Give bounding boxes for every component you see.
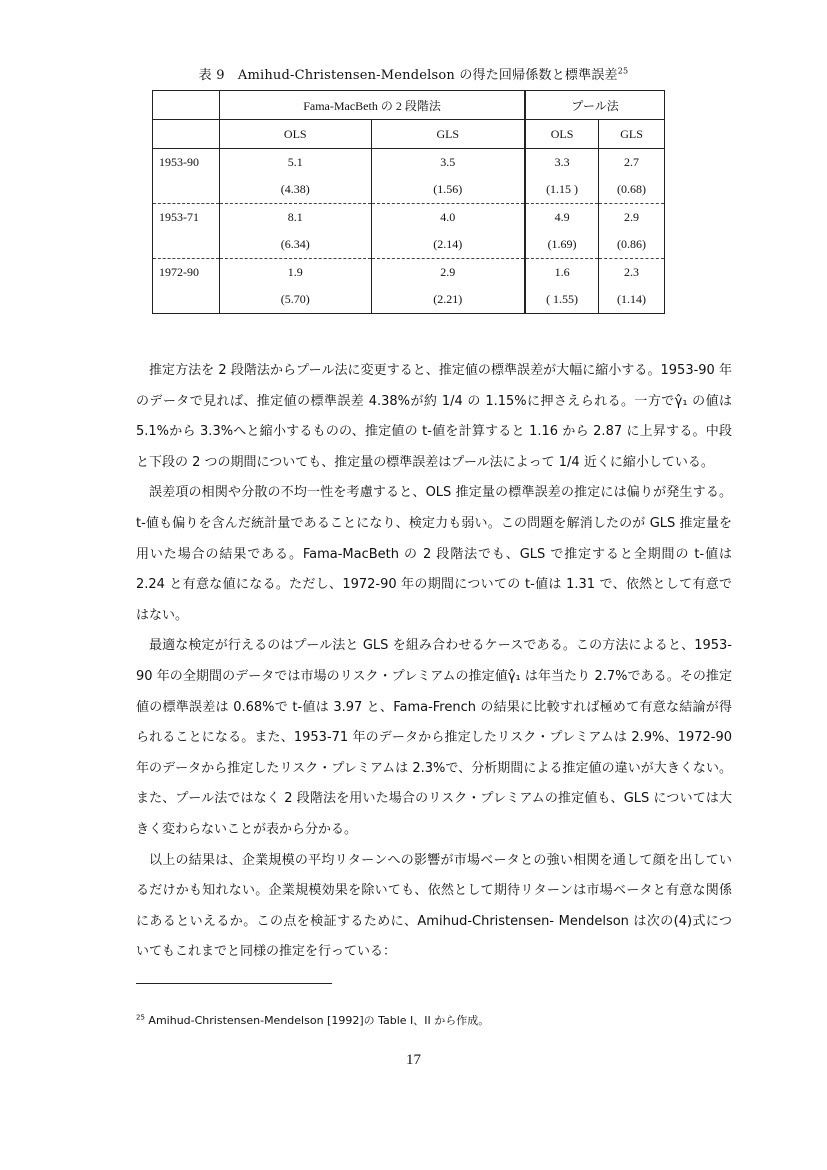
sub-header-fm-gls: GLS [371,120,525,149]
std-error-cell: (0.86) [599,230,665,259]
group-header-fama-macbeth: Fama-MacBeth の 2 段階法 [220,91,526,120]
table-sub-header-row [153,120,665,149]
period-cell: 1972-90 [153,259,220,286]
std-error-cell: (4.38) [220,175,372,204]
paragraph: 誤差項の相関や分散の不均一性を考慮すると、OLS 推定量の標準誤差の推定には偏りが発生する。t-値も偏りを含んだ統計量であることになり、検定力も弱い。この問題を解消したのが GLS 推定量を用いた場合の結果である。Fama-MacBeth の 2 段階法でも、GLS で推定すると全期間の t-値は 2.24 と有意な値になる。ただし、1972-90 年の期間についての t-値は 1.31 で、依然として有意ではない。 [136,485,732,623]
sub-header-pool-ols: OLS [525,120,599,149]
period-cell-empty [153,230,220,259]
period-cell: 1953-90 [153,149,220,176]
table-row-estimate [153,259,665,286]
paragraph: 最適な検定が行えるのはプール法と GLS を組み合わせるケースである。この方法によると、1953-90 年の全期間のデータでは市場のリスク・プレミアムの推定値γ̂₁ は年当たり 2.7%である。その推定値の標準誤差は 0.68%で t-値は 3.97 と、Fama-French の結果に比較すれば極めて有意な結論が得られることになる。また、1953-71 年のデータから推定したリスク・プレミアムは 2.9%、1972-90 年のデータから推定したリスク・プレミアムは 2.3%で、分析期間による推定値の違いが大きくない。また、プール法ではなく 2 段階法を用いた場合のリスク・プレミアムの推定値も、GLS については大きく変わらないことが表から分かる。 [136,638,732,837]
table-row-estimate [153,149,665,176]
estimate-cell: 3.3 [525,149,599,176]
std-error-cell: (2.14) [371,230,525,259]
footnote-divider [136,983,332,984]
estimate-cell: 8.1 [220,204,372,231]
std-error-cell: (1.14) [599,285,665,314]
paragraph: 以上の結果は、企業規模の平均リターンへの影響が市場ベータとの強い相関を通して顔を出しているだけかも知れない。企業規模効果を除いても、依然として期待リターンは市場ベータと有意な関係にあるといえるか。この点を検証するために、Amihud-Christensen- Mendelson は次の(4)式についてもこれまでと同様の推定を行っている： [136,852,732,960]
corner-cell [153,91,220,120]
estimate-cell: 2.3 [599,259,665,286]
body-text [136,356,732,968]
std-error-cell: (1.56) [371,175,525,204]
sub-header-fm-ols: OLS [220,120,372,149]
footnote-number: 25 [136,1013,145,1022]
paragraph: 推定方法を 2 段階法からプール法に変更すると、推定値の標準誤差が大幅に縮小する。1953-90 年のデータで見れば、推定値の標準誤差 4.38%が約 1/4 の 1.15%に押さえられる。一方でγ̂₁ の値は 5.1%から 3.3%へと縮小するものの、推定値の t-値を計算すると 1.16 から 2.87 に上昇する。中段と下段の 2 つの期間についても、推定量の標準誤差はプール法によって 1/4 近くに縮小している。 [136,363,732,470]
std-error-cell: (1.15 ) [525,175,599,204]
table-row-std-error [153,230,665,259]
table-row-std-error [153,175,665,204]
estimate-cell: 2.9 [599,204,665,231]
std-error-cell: (6.34) [220,230,372,259]
corner-cell [153,120,220,149]
coefficient-table [152,90,665,314]
estimate-cell: 2.9 [371,259,525,286]
estimate-cell: 4.9 [525,204,599,231]
estimate-cell: 2.7 [599,149,665,176]
table-group-header-row [153,91,665,120]
period-cell-empty [153,285,220,314]
period-cell-empty [153,175,220,204]
table-caption [0,64,827,83]
caption-footnote-ref: 25 [617,66,629,76]
std-error-cell: (5.70) [220,285,372,314]
estimate-cell: 4.0 [371,204,525,231]
std-error-cell: ( 1.55) [525,285,599,314]
period-cell: 1953-71 [153,204,220,231]
estimate-cell: 5.1 [220,149,372,176]
std-error-cell: (1.69) [525,230,599,259]
page-number: 17 [406,1052,421,1068]
std-error-cell: (2.21) [371,285,525,314]
group-header-pool: プール法 [525,91,664,120]
estimate-cell: 1.6 [525,259,599,286]
footnote [136,1012,736,1028]
caption-text: 表 9 Amihud-Christensen-Mendelson の得た回帰係数と標準誤差 [198,68,618,83]
table-row-std-error [153,285,665,314]
estimate-cell: 3.5 [371,149,525,176]
std-error-cell: (0.68) [599,175,665,204]
table-row-estimate [153,204,665,231]
estimate-cell: 1.9 [220,259,372,286]
footnote-text: Amihud-Christensen-Mendelson [1992]の Table I、II から作成。 [148,1014,490,1027]
sub-header-pool-gls: GLS [599,120,665,149]
